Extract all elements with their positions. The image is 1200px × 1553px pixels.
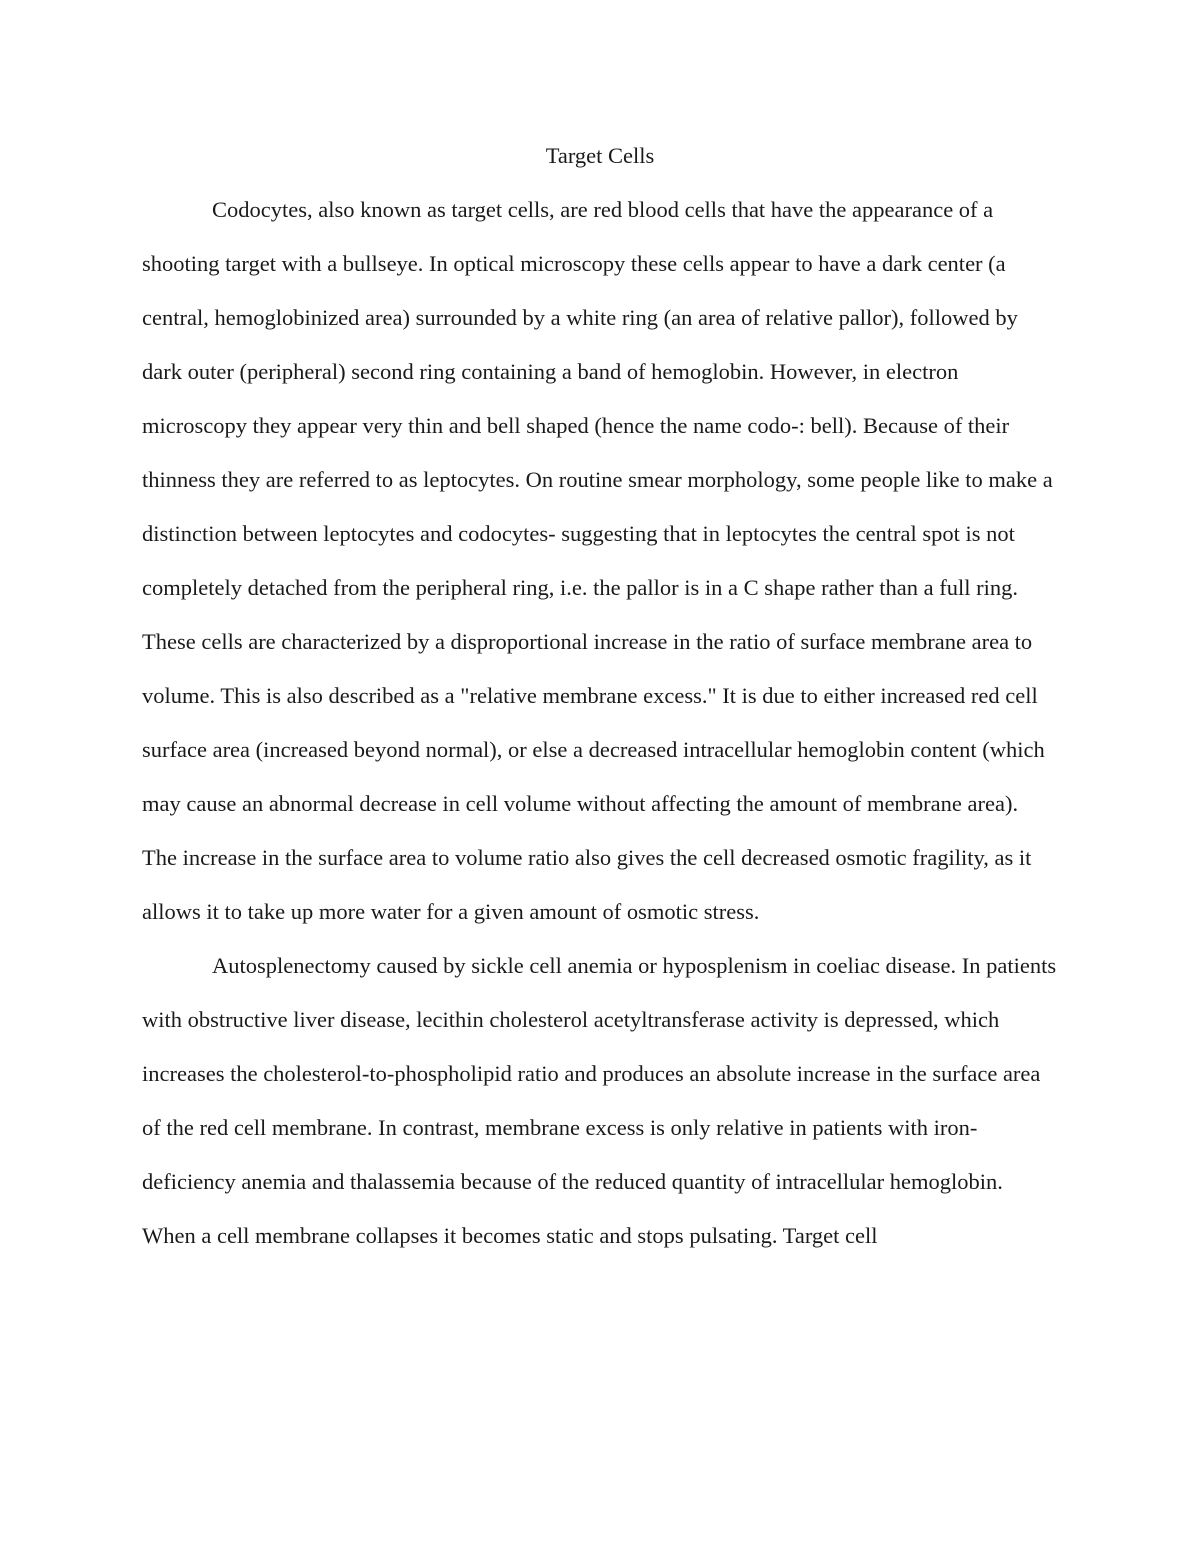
paragraph: Codocytes, also known as target cells, are red blood cells that have the appearance of a shooting target with a bullseye. In optical microscopy these cells appear to have a dark center (a central, hemoglobinized area) surrounded by a white ring (an area of relative pallor), followed by dark outer (peripheral) second ring containing a band of hemoglobin. However, in electron microscopy they appear very thin and bell shaped (hence the name codo-: bell). Because of their thinness they are referred to as leptocytes. On routine smear morphology, some people like to make a distinction between leptocytes and codocytes- suggesting that in leptocytes the central spot is not completely detached from the peripheral ring, i.e. the pallor is in a C shape rather than a full ring. These cells are characterized by a disproportional increase in the ratio of surface membrane area to volume. This is also described as a "relative membrane excess." It is due to either increased red cell surface area (increased beyond normal), or else a decreased intracellular hemoglobin content (which may cause an abnormal decrease in cell volume without affecting the amount of membrane area). The increase in the surface area to volume ratio also gives the cell decreased osmotic fragility, as it allows it to take up more water for a given amount of osmotic stress. [142,197,1053,924]
document-title: Target Cells [545,143,655,168]
document-body [142,129,1058,1263]
paragraph: Autosplenectomy caused by sickle cell anemia or hyposplenism in coeliac disease. In patients with obstructive liver disease, lecithin cholesterol acetyltransferase activity is depressed, which increases the cholesterol-to-phospholipid ratio and produces an absolute increase in the surface area of the red cell membrane. In contrast, membrane excess is only relative in patients with iron-deficiency anemia and thalassemia because of the reduced quantity of intracellular hemoglobin. When a cell membrane collapses it becomes static and stops pulsating. Target cell [142,953,1057,1248]
